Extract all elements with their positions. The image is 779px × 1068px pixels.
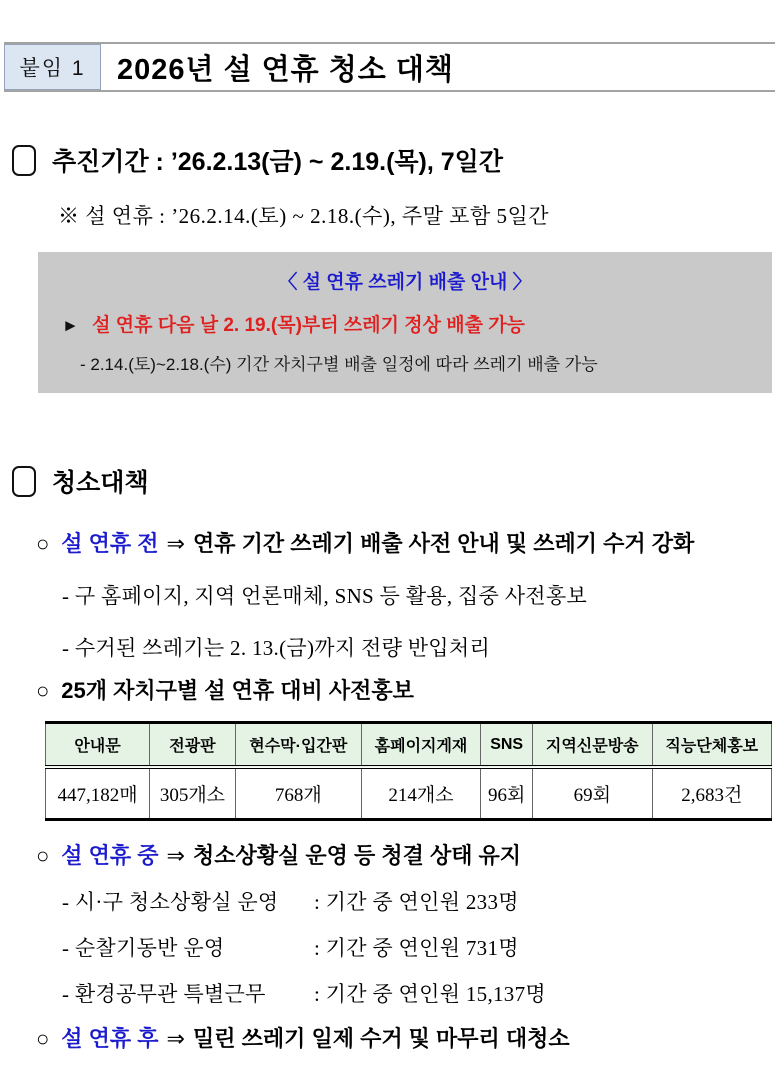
column-header: SNS [481,723,533,768]
period-note: ※ 설 연휴 : ’26.2.14.(토) ~ 2.18.(수), 주말 포함 5일간 [58,204,550,228]
table-row [46,767,772,820]
double-arrow-icon: ⇒ [166,1026,185,1051]
bullet-after-holiday [36,1022,779,1053]
phase-label: 설 연휴 중 [61,843,159,868]
period-heading [12,142,779,178]
double-arrow-icon: ⇒ [166,843,185,868]
notice-highlight [62,310,762,337]
notice-title: 〈 설 연휴 쓰레기 배출 안내 〉 [278,272,532,293]
detail-line [62,978,779,1008]
checkbox-icon [12,466,36,497]
notice-detail: - 2.14.(토)~2.18.(수) 기간 자치구별 배출 일정에 따라 쓰레기 배출 가능 [80,355,598,374]
column-header: 지역신문방송 [533,723,652,768]
detail-value: : 기간 중 연인원 15,137명 [314,982,546,1006]
checkbox-icon [12,145,36,176]
column-header: 현수막·입간판 [235,723,361,768]
table-cell: 214개소 [361,767,480,820]
table-cell: 69회 [533,767,652,820]
table-cell: 447,182매 [46,767,150,820]
double-arrow-icon: ⇒ [166,531,185,556]
bullet-text: 청소상황실 운영 등 청결 상태 유지 [192,843,522,868]
detail-line: - 구 홈페이지, 지역 언론매체, SNS 등 활용, 집중 사전홍보 [62,584,588,608]
waste-notice-box [38,252,772,393]
table-cell: 96회 [481,767,533,820]
table-header-row [46,723,772,768]
column-header: 전광판 [150,723,236,768]
notice-highlight-text: 설 연휴 다음 날 2. 19.(목)부터 쓰레기 정상 배출 가능 [92,315,525,336]
bullet-promo [36,674,779,705]
detail-label: - 시·구 청소상황실 운영 [62,890,279,914]
column-header: 안내문 [46,723,150,768]
bullet-before-holiday [36,527,779,558]
table-cell: 305개소 [150,767,236,820]
column-header: 직능단체홍보 [652,723,772,768]
column-header: 홈페이지게재 [361,723,480,768]
detail-line [62,886,779,916]
phase-label: 설 연휴 후 [61,1026,159,1051]
measures-heading [12,463,779,499]
bullet-during-holiday [36,839,779,870]
circle-bullet-icon: ○ [36,678,50,703]
detail-value: : 기간 중 연인원 233명 [314,890,519,914]
bullet-text: 연휴 기간 쓰레기 배출 사전 안내 및 쓰레기 수거 강화 [192,531,695,556]
document-header [4,42,775,92]
circle-bullet-icon: ○ [36,531,50,556]
circle-bullet-icon: ○ [36,843,50,868]
detail-line: - 수거된 쓰레기는 2. 13.(금)까지 전량 반입처리 [62,636,491,660]
table-cell: 2,683건 [652,767,772,820]
attachment-label: 붙임 1 [4,44,101,90]
detail-value: : 기간 중 연인원 731명 [314,936,519,960]
detail-label: - 환경공무관 특별근무 [62,982,266,1006]
phase-label: 설 연휴 전 [61,531,159,556]
period-text: 추진기간 : ’26.2.13(금) ~ 2.19.(목), 7일간 [52,148,503,176]
detail-label: - 순찰기동반 운영 [62,936,225,960]
detail-line [62,932,779,962]
circle-bullet-icon: ○ [36,1026,50,1051]
measures-heading-text: 청소대책 [52,469,149,497]
right-arrow-icon: ► [62,316,79,335]
page-title: 2026년 설 연휴 청소 대책 [117,53,454,86]
table-cell: 768개 [235,767,361,820]
bullet-text: 밀린 쓰레기 일제 수거 및 마무리 대청소 [192,1026,570,1051]
promo-stats-table [45,721,772,821]
bullet-text: 25개 자치구별 설 연휴 대비 사전홍보 [61,678,414,703]
